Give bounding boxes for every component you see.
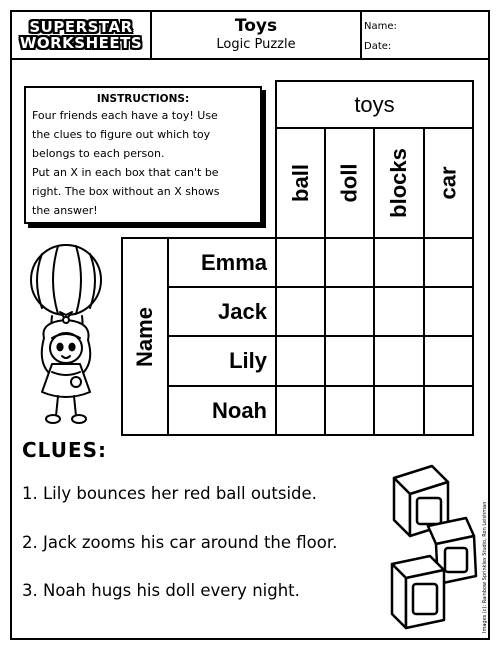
category-label-name: Name (132, 306, 158, 367)
date-label: Date: (364, 41, 392, 52)
clue-item: 2. Jack zooms his car around the floor. (22, 533, 338, 552)
toy-blocks-illustration (384, 460, 480, 636)
answer-cell[interactable] (275, 385, 326, 436)
clue-item: 1. Lily bounces her red ball outside. (22, 484, 317, 503)
column-label: blocks (386, 148, 412, 218)
answer-cell[interactable] (324, 237, 375, 288)
category-header-name (121, 237, 169, 436)
page-subtitle: Logic Puzzle (216, 37, 296, 52)
instructions-line: Put an X in each box that can't be (32, 166, 219, 179)
column-label: doll (336, 163, 362, 203)
row-label: Jack (218, 298, 267, 324)
row-label: Emma (200, 249, 267, 275)
column-header-doll (324, 127, 375, 239)
row-header-lily (167, 335, 277, 387)
category-label-toys: toys (354, 91, 395, 117)
answer-cell[interactable] (423, 385, 474, 436)
instructions-line: the clues to figure out which toy (32, 128, 211, 141)
column-header-car (423, 127, 474, 239)
instructions-box (24, 86, 262, 224)
instructions-title: INSTRUCTIONS: (96, 93, 190, 105)
answer-cell[interactable] (373, 237, 425, 288)
title-box (152, 12, 362, 58)
column-label: ball (287, 164, 313, 202)
answer-cell[interactable] (324, 335, 375, 387)
superstar-worksheets-logo (12, 12, 152, 58)
image-credit: Images (c): Rainbow Sprinkles Studio, Ron Leishman (482, 501, 488, 633)
instructions-line: right. The box without an X shows (32, 185, 220, 198)
answer-cell[interactable] (423, 335, 474, 387)
column-header-ball (275, 127, 326, 239)
answer-cell[interactable] (373, 335, 425, 387)
answer-cell[interactable] (324, 385, 375, 436)
answer-cell[interactable] (373, 286, 425, 337)
row-label: Lily (229, 348, 267, 373)
clue-item: 3. Noah hugs his doll every night. (22, 581, 300, 600)
row-header-jack (167, 286, 277, 337)
instructions-line: belongs to each person. (32, 147, 165, 160)
row-label: Noah (212, 397, 267, 423)
girl-with-ball-illustration (22, 242, 120, 428)
clues-title: CLUES: (22, 438, 108, 462)
answer-cell[interactable] (423, 286, 474, 337)
instructions-line: Four friends each have a toy! Use (32, 109, 218, 122)
column-label: car (435, 166, 461, 200)
column-header-blocks (373, 127, 425, 239)
answer-cell[interactable] (373, 385, 425, 436)
category-header-toys (275, 80, 474, 129)
answer-cell[interactable] (423, 237, 474, 288)
answer-cell[interactable] (275, 237, 326, 288)
logo-line-2: WORKSHEETS (19, 34, 143, 52)
row-header-noah (167, 385, 277, 436)
row-header-emma (167, 237, 277, 288)
page-title: Toys (234, 16, 278, 36)
worksheet-header (10, 10, 490, 60)
answer-cell[interactable] (275, 286, 326, 337)
name-label: Name: (364, 21, 397, 32)
instructions-line: the answer! (32, 204, 98, 217)
answer-cell[interactable] (324, 286, 375, 337)
answer-cell[interactable] (275, 335, 326, 387)
logo-line-1: SUPERSTAR (29, 18, 133, 36)
